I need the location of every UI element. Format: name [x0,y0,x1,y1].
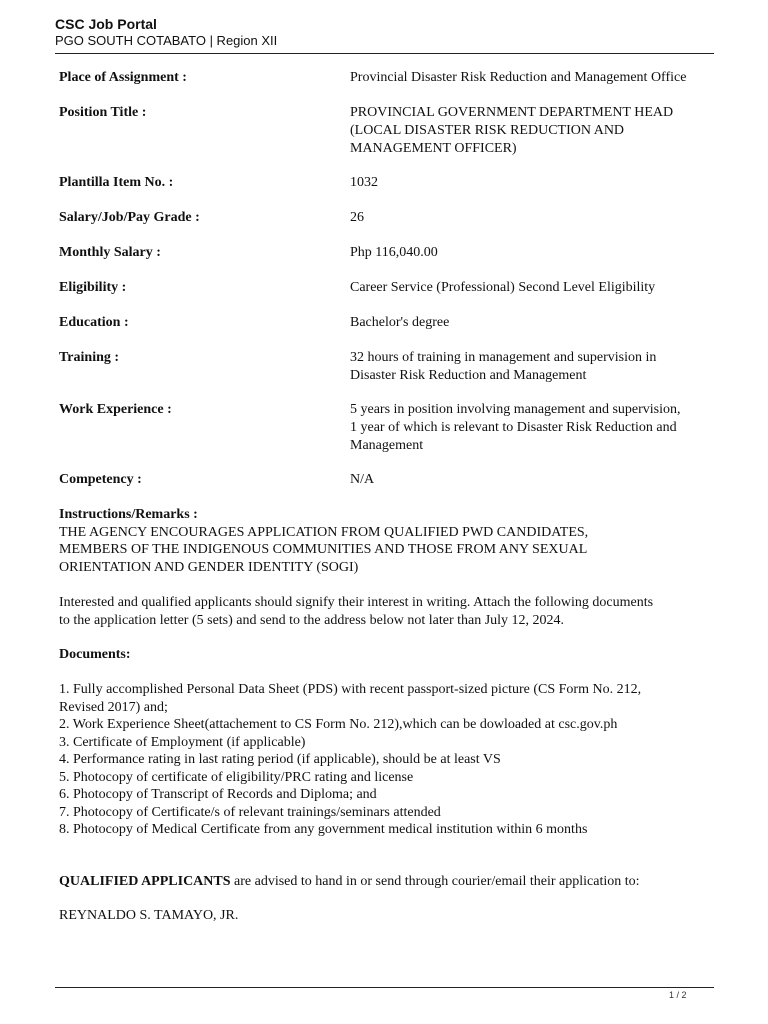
header-divider [55,53,714,54]
addressee-name-text: REYNALDO S. TAMAYO, JR. [59,908,239,923]
field-value: Provincial Disaster Risk Reduction and Management Office [350,70,687,85]
instructions-line: THE AGENCY ENCOURAGES APPLICATION FROM QUALIFIED PWD CANDIDATES, [59,524,589,540]
instructions-paragraph [59,594,719,629]
field-label: Salary/Job/Pay Grade : [59,210,200,225]
portal-title: CSC Job Portal [55,16,157,32]
instructions-line: MEMBERS OF THE INDIGENOUS COMMUNITIES AND THOSE FROM ANY SEXUAL [59,542,588,557]
paragraph-line: Interested and qualified applicants should signify their interest in writing. Attach the following documents [59,595,654,610]
list-item: Revised 2017) and; [59,699,168,715]
portal-subtitle: PGO SOUTH COTABATO | Region XII [55,33,278,48]
field-value: PROVINCIAL GOVERNMENT DEPARTMENT HEAD (LOCAL DISASTER RISK REDUCTION AND MANAGEMENT OFFICER) [350,105,674,156]
list-item: 3. Certificate of Employment (if applicable) [59,734,306,750]
field-label: Plantilla Item No. : [59,175,174,190]
instructions-heading: Instructions/Remarks : [59,507,198,522]
field-label: Position Title : [59,105,147,120]
addressee-name [59,907,719,925]
list-item: 2. Work Experience Sheet(attachement to CS Form No. 212),which can be dowloaded at csc.gov.ph [59,717,618,732]
field-value: 1032 [350,175,378,190]
list-item: 6. Photocopy of Transcript of Records and Diploma; and [59,787,377,802]
documents-heading-text: Documents: [59,647,131,662]
field-value: Bachelor's degree [350,315,450,330]
field-label: Place of Assignment : [59,70,187,85]
list-item: 7. Photocopy of Certificate/s of relevant trainings/seminars attended [59,804,441,820]
field-value: 26 [350,210,364,225]
documents-list [59,681,719,839]
field-value: Php 116,040.00 [350,245,438,260]
field-value: 32 hours of training in management and supervision in Disaster Risk Reduction and Management [350,350,657,383]
list-item: 1. Fully accomplished Personal Data Sheet (PDS) with recent passport-sized picture (CS Form No. 212, [59,682,642,697]
documents-list-section [59,681,719,839]
paragraph-line: to the application letter (5 sets) and send to the address below not later than July 12, 2024. [59,612,565,628]
qualified-applicants-lead: QUALIFIED APPLICANTS [59,874,231,889]
field-value: N/A [350,472,375,487]
field-label: Monthly Salary : [59,245,161,260]
field-label: Competency : [59,472,142,487]
page-header [55,16,713,49]
field-label: Eligibility : [59,280,127,295]
field-label: Education : [59,315,129,330]
closing-text: are advised to hand in or send through courier/email their application to: [230,874,640,889]
list-item: 8. Photocopy of Medical Certificate from any government medical institution within 6 months [59,822,588,837]
field-value: Career Service (Professional) Second Level Eligibility [350,280,656,295]
page-number: 1 / 2 [669,990,687,1000]
instructions-line: ORIENTATION AND GENDER IDENTITY (SOGI) [59,559,359,575]
list-item: 5. Photocopy of certificate of eligibility/PRC rating and license [59,769,414,785]
list-item: 4. Performance rating in last rating period (if applicable), should be at least VS [59,752,501,767]
field-label: Training : [59,350,120,365]
closing-paragraph [59,873,719,891]
footer-divider [55,987,714,988]
field-value: 5 years in position involving management and supervision, 1 year of which is relevant to Disaster Risk Reduction and Management [350,402,681,453]
field-label: Work Experience : [59,402,172,417]
documents-heading [59,646,719,664]
instructions-section [59,506,719,576]
